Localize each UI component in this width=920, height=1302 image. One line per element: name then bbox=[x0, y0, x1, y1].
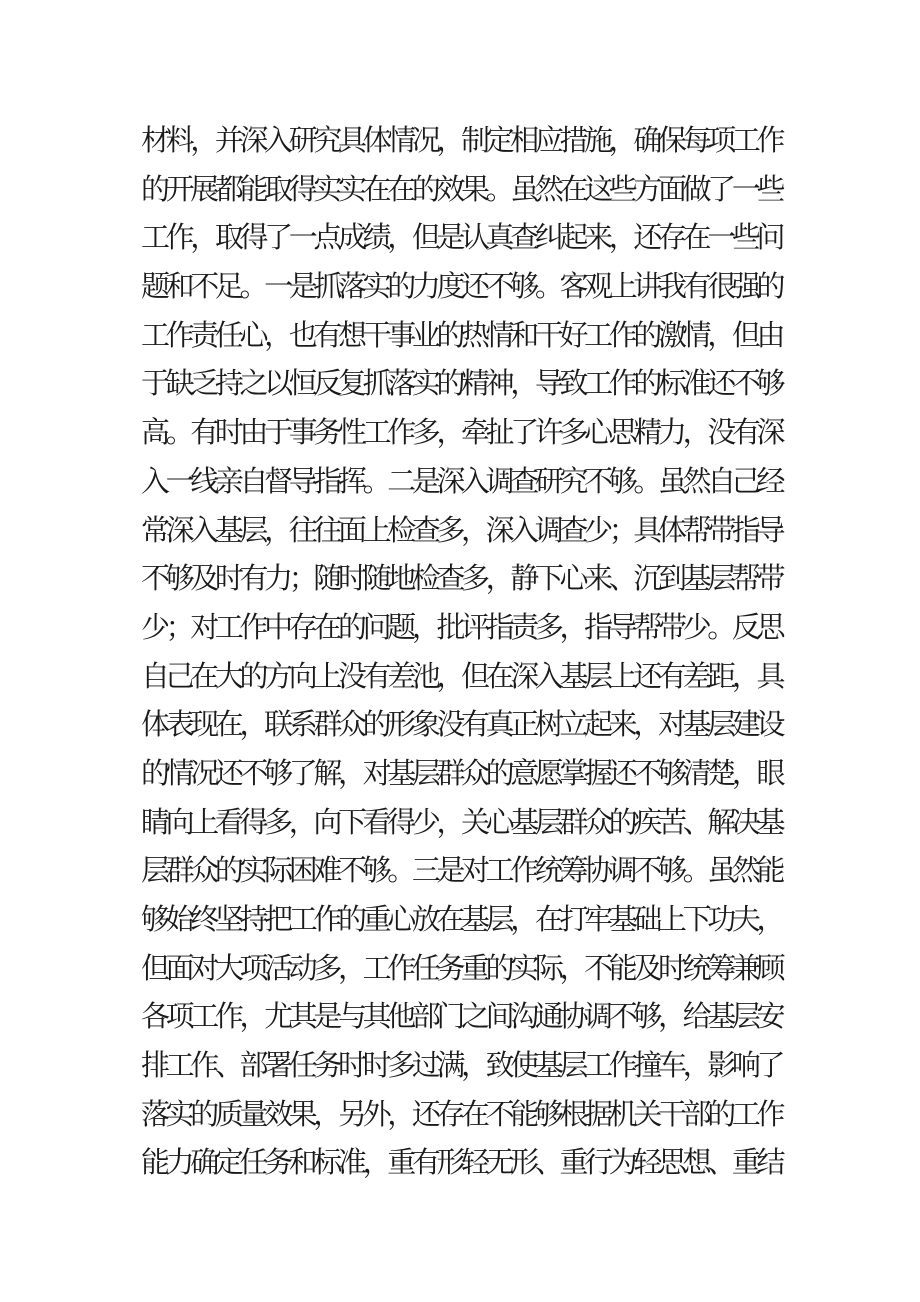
text-line: 题和不足。一是抓落实的力度还不够。客观上讲我有很强的 bbox=[141, 269, 782, 304]
text-line: 自己在大的方向上没有差池，但在深入基层上还有差距，具 bbox=[141, 658, 782, 693]
text-line: 各项工作，尤其是与其他部门之间沟通协调不够，给基层安 bbox=[141, 999, 782, 1034]
body-text bbox=[141, 116, 781, 1187]
text-line: 工作，取得了一点成绩，但是认真查纠起来，还存在一些问 bbox=[141, 220, 782, 255]
text-line: 的情况还不够了解，对基层群众的意愿掌握还不够清楚，眼 bbox=[141, 755, 782, 790]
text-line: 入一线亲自督导指挥。二是深入调查研究不够。虽然自己经 bbox=[141, 463, 782, 498]
text-line: 材料，并深入研究具体情况，制定相应措施，确保每项工作 bbox=[141, 123, 782, 157]
text-line: 落实的质量效果，另外，还存在不能够根据机关干部的工作 bbox=[141, 1096, 782, 1131]
text-line: 于缺乏持之以恒反复抓落实的精神，导致工作的标准还不够 bbox=[141, 366, 782, 401]
text-line: 不够及时有力；随时随地检查多，静下心来、沉到基层帮带 bbox=[141, 561, 782, 596]
text-line: 够始终坚持把工作的重心放在基层，在打牢基础上下功夫， bbox=[141, 902, 782, 936]
text-line: 能力确定任务和标准，重有形轻无形、重行为轻思想、重结 bbox=[141, 1145, 782, 1180]
text-line: 体表现在，联系群众的形象没有真正树立起来，对基层建设 bbox=[141, 707, 782, 742]
text-line: 工作责任心，也有想干事业的热情和干好工作的激情，但由 bbox=[141, 317, 782, 352]
text-line: 排工作、部署任务时时多过满，致使基层工作撞车，影响了 bbox=[141, 1048, 782, 1083]
text-line: 睛向上看得多，向下看得少，关心基层群众的疾苦、解决基 bbox=[141, 804, 782, 839]
text-line: 的开展都能取得实实在在的效果。虽然在这些方面做了一些 bbox=[141, 171, 782, 206]
text-line: 层群众的实际困难不够。三是对工作统筹协调不够。虽然能 bbox=[141, 853, 782, 888]
text-line: 少；对工作中存在的问题，批评指责多，指导帮带少。反思 bbox=[141, 609, 782, 644]
text-line: 高。有时由于事务性工作多，牵扯了许多心思精力，没有深 bbox=[141, 415, 782, 450]
text-line: 常深入基层，往往面上检查多，深入调查少；具体帮带指导 bbox=[141, 512, 782, 547]
text-line: 但面对大项活动多，工作任务重的实际，不能及时统筹兼顾 bbox=[141, 950, 782, 985]
